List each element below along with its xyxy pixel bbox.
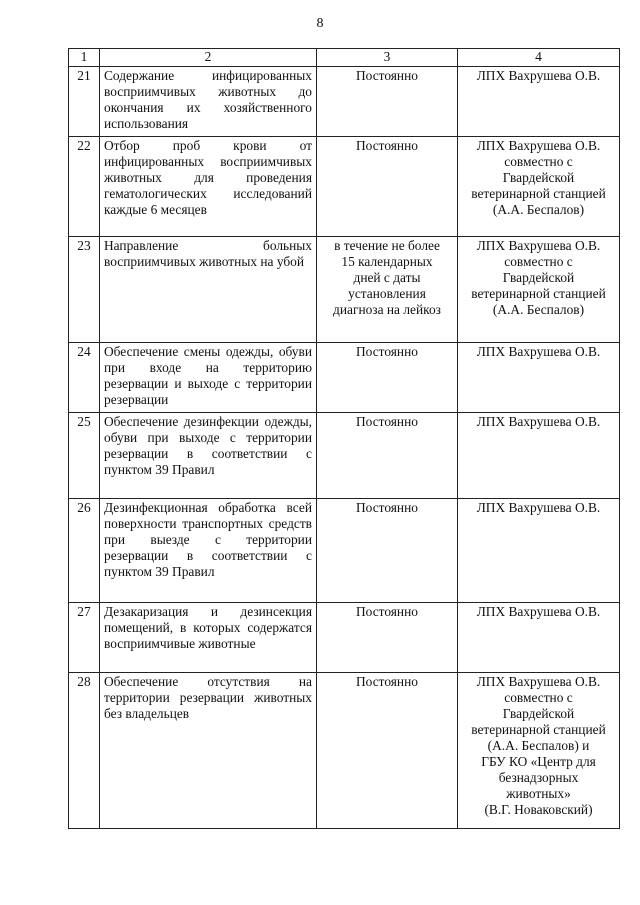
responsible-cell	[458, 603, 620, 673]
responsible-line: ЛПХ Вахрушева О.В.	[476, 500, 601, 515]
responsible-line: ЛПХ Вахрушева О.В.	[476, 238, 601, 253]
header-row	[69, 49, 620, 67]
measure-text: Отбор проб крови от инфицированных восприимчивых животных для проведения гематологических исследований каждые 6 месяцев	[100, 137, 317, 237]
term-cell	[317, 413, 458, 499]
column-header-responsible: 4	[458, 49, 620, 67]
responsible-line: животных»	[506, 786, 571, 801]
responsible-line: совместно с	[504, 154, 573, 169]
responsible-line: ЛПХ Вахрушева О.В.	[476, 138, 601, 153]
row-number: 27	[69, 603, 100, 673]
responsible-cell	[458, 237, 620, 343]
measure-text: Обеспечение смены одежды, обуви при входе на территорию резервации и выходе с территории резервации	[100, 343, 317, 413]
term-line: установления	[348, 286, 426, 301]
responsible-line: ветеринарной станцией	[471, 286, 606, 301]
responsible-line: ГБУ КО «Центр для	[481, 754, 596, 769]
column-header-term: 3	[317, 49, 458, 67]
responsible-cell	[458, 413, 620, 499]
term-line: Постоянно	[356, 68, 418, 83]
responsible-line: ЛПХ Вахрушева О.В.	[476, 604, 601, 619]
table-row	[69, 499, 620, 603]
term-line: Постоянно	[356, 138, 418, 153]
measure-text: Дезакаризация и дезинсекция помещений, в которых содержатся восприимчивые животные	[100, 603, 317, 673]
term-cell	[317, 343, 458, 413]
responsible-line: (А.А. Беспалов)	[492, 202, 585, 217]
term-cell	[317, 673, 458, 829]
row-number: 28	[69, 673, 100, 829]
column-header-number: 1	[69, 49, 100, 67]
term-line: в течение не более	[334, 238, 440, 253]
term-line: Постоянно	[356, 604, 418, 619]
table-row	[69, 343, 620, 413]
table-row	[69, 67, 620, 137]
row-number: 24	[69, 343, 100, 413]
term-line: Постоянно	[356, 674, 418, 689]
measures-table	[68, 48, 620, 829]
term-cell	[317, 67, 458, 137]
term-cell	[317, 499, 458, 603]
page-number: 8	[316, 16, 324, 31]
responsible-line: совместно с	[504, 254, 573, 269]
row-number: 25	[69, 413, 100, 499]
responsible-line: (В.Г. Новаковский)	[484, 802, 593, 817]
row-number: 23	[69, 237, 100, 343]
term-line: Постоянно	[356, 500, 418, 515]
row-number: 26	[69, 499, 100, 603]
responsible-line: ЛПХ Вахрушева О.В.	[476, 674, 601, 689]
measure-text: Дезинфекционная обработка всей поверхности транспортных средств при выезде с территории резервации в соответствии с пунктом 39 Правил	[100, 499, 317, 603]
responsible-cell	[458, 67, 620, 137]
responsible-line: Гвардейской	[502, 706, 575, 721]
term-cell	[317, 603, 458, 673]
term-line: 15 календарных	[341, 254, 433, 269]
responsible-line: (А.А. Беспалов)	[492, 302, 585, 317]
table-row	[69, 413, 620, 499]
responsible-line: (А.А. Беспалов) и	[487, 738, 590, 753]
measure-text: Обеспечение дезинфекции одежды, обуви при выходе с территории резервации в соответствии с пунктом 39 Правил	[100, 413, 317, 499]
responsible-line: ветеринарной станцией	[471, 722, 606, 737]
measure-text: Обеспечение отсутствия на территории резервации животных без владельцев	[100, 673, 317, 829]
term-line: Постоянно	[356, 414, 418, 429]
responsible-line: ЛПХ Вахрушева О.В.	[476, 344, 601, 359]
responsible-cell	[458, 499, 620, 603]
table-row	[69, 237, 620, 343]
table-row	[69, 603, 620, 673]
responsible-line: безнадзорных	[498, 770, 579, 785]
responsible-cell	[458, 343, 620, 413]
measure-text: Содержание инфицированных восприимчивых животных до окончания их хозяйственного использования	[100, 67, 317, 137]
term-line: дней с даты	[353, 270, 421, 285]
responsible-line: ЛПХ Вахрушева О.В.	[476, 414, 601, 429]
table-row	[69, 137, 620, 237]
term-line: Постоянно	[356, 344, 418, 359]
responsible-line: совместно с	[504, 690, 573, 705]
row-number: 22	[69, 137, 100, 237]
measure-text: Направление больных восприимчивых животных на убой	[100, 237, 317, 343]
responsible-line: ЛПХ Вахрушева О.В.	[476, 68, 601, 83]
column-header-measure: 2	[100, 49, 317, 67]
term-line: диагноза на лейкоз	[333, 302, 441, 317]
term-cell	[317, 237, 458, 343]
table-row	[69, 673, 620, 829]
responsible-line: Гвардейской	[502, 270, 575, 285]
responsible-cell	[458, 137, 620, 237]
responsible-cell	[458, 673, 620, 829]
responsible-line: ветеринарной станцией	[471, 186, 606, 201]
responsible-line: Гвардейской	[502, 170, 575, 185]
term-cell	[317, 137, 458, 237]
row-number: 21	[69, 67, 100, 137]
